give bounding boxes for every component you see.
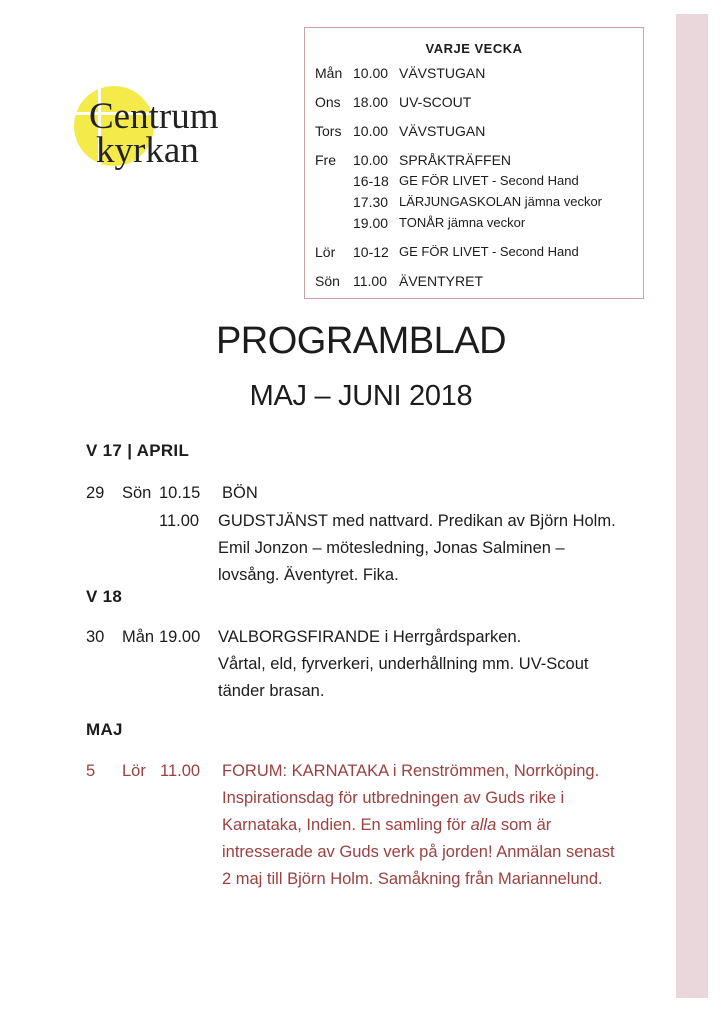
event-description-line: Inspirationsdag för utbredningen av Guds rike i bbox=[222, 789, 565, 807]
event-row bbox=[0, 758, 676, 893]
weekly-time: 10.00 bbox=[353, 123, 389, 139]
event-day: Lör bbox=[122, 762, 146, 780]
event-description-line: lovsång. Äventyret. Fika. bbox=[218, 566, 399, 584]
event-description bbox=[218, 624, 648, 705]
event-row bbox=[0, 508, 676, 589]
weekly-day: Tors bbox=[315, 123, 342, 139]
event-time: 11.00 bbox=[160, 762, 201, 780]
page-title: PROGRAMBLAD bbox=[215, 320, 507, 362]
weekly-time: 16-18 bbox=[353, 173, 389, 189]
weekly-time: 19.00 bbox=[353, 215, 389, 231]
weekly-schedule-title: VARJE VECKA bbox=[425, 41, 523, 56]
decorative-sidebar-strip bbox=[676, 14, 708, 998]
logo-text-line2: kyrkan bbox=[96, 130, 199, 171]
weekly-activity: GE FÖR LIVET - Second Hand bbox=[399, 244, 579, 259]
section-heading-v17: V 17 | APRIL bbox=[86, 441, 190, 460]
weekly-time: 10.00 bbox=[353, 152, 389, 168]
section-heading-maj: MAJ bbox=[86, 720, 123, 739]
event-time: 19.00 bbox=[159, 628, 201, 646]
event-day: Mån bbox=[122, 628, 155, 646]
weekly-activity: SPRÅKTRÄFFEN bbox=[399, 152, 512, 168]
event-row bbox=[0, 624, 676, 705]
event-description-text: Karnataka, Indien. En samling för bbox=[222, 816, 471, 834]
weekly-day: Sön bbox=[315, 273, 340, 289]
weekly-activity: GE FÖR LIVET - Second Hand bbox=[399, 173, 579, 188]
weekly-activity: LÄRJUNGASKOLAN jämna veckor bbox=[399, 194, 603, 209]
event-date: 29 bbox=[86, 484, 105, 502]
weekly-activity: VÄVSTUGAN bbox=[399, 123, 486, 139]
weekly-time: 17.30 bbox=[353, 194, 389, 210]
event-description-line: Emil Jonzon – mötesledning, Jonas Salminen – bbox=[218, 539, 565, 557]
section-heading-v18: V 18 bbox=[86, 587, 123, 606]
event-description-line: tänder brasan. bbox=[218, 682, 325, 700]
event-row bbox=[0, 480, 676, 507]
weekly-time: 10-12 bbox=[353, 244, 389, 260]
event-description bbox=[218, 508, 648, 589]
event-description-line bbox=[222, 812, 652, 839]
event-description-line: BÖN bbox=[222, 484, 258, 502]
event-description-line: VALBORGSFIRANDE i Herrgårdsparken. bbox=[218, 628, 522, 646]
weekly-day: Fre bbox=[315, 152, 336, 168]
weekly-activity: TONÅR jämna veckor bbox=[399, 215, 526, 230]
event-description-line: Vårtal, eld, fyrverkeri, underhållning mm. UV-Scout bbox=[218, 655, 589, 673]
event-description-line: 2 maj till Björn Holm. Samåkning från Mariannelund. bbox=[222, 870, 603, 888]
church-logo bbox=[70, 84, 250, 174]
event-description bbox=[222, 758, 652, 893]
event-description-emphasis: alla bbox=[470, 816, 497, 834]
weekly-activity: ÄVENTYRET bbox=[399, 273, 484, 289]
weekly-schedule-box bbox=[304, 27, 644, 299]
event-description bbox=[222, 480, 652, 507]
weekly-day: Lör bbox=[315, 244, 336, 260]
weekly-time: 11.00 bbox=[353, 273, 387, 289]
event-description-line: GUDSTJÄNST med nattvard. Predikan av Björn Holm. bbox=[218, 512, 616, 530]
event-time: 10.15 bbox=[159, 484, 201, 502]
event-description-line: FORUM: KARNATAKA i Renströmmen, Norrköping. bbox=[222, 762, 600, 780]
event-time: 11.00 bbox=[159, 512, 200, 530]
weekly-time: 18.00 bbox=[353, 94, 389, 110]
weekly-time: 10.00 bbox=[353, 65, 389, 81]
event-date: 30 bbox=[86, 628, 105, 646]
logo-text-line1: Centrum bbox=[89, 96, 219, 137]
weekly-day: Mån bbox=[315, 65, 343, 81]
page-subtitle: MAJ – JUNI 2018 bbox=[249, 380, 473, 412]
weekly-activity: UV-SCOUT bbox=[399, 94, 472, 110]
event-day: Sön bbox=[122, 484, 152, 502]
event-description-text: som är bbox=[496, 816, 552, 834]
weekly-activity: VÄVSTUGAN bbox=[399, 65, 486, 81]
event-description-line: intresserade av Guds verk på jorden! Anmälan senast bbox=[222, 843, 615, 861]
event-date: 5 bbox=[86, 762, 96, 780]
weekly-day: Ons bbox=[315, 94, 341, 110]
